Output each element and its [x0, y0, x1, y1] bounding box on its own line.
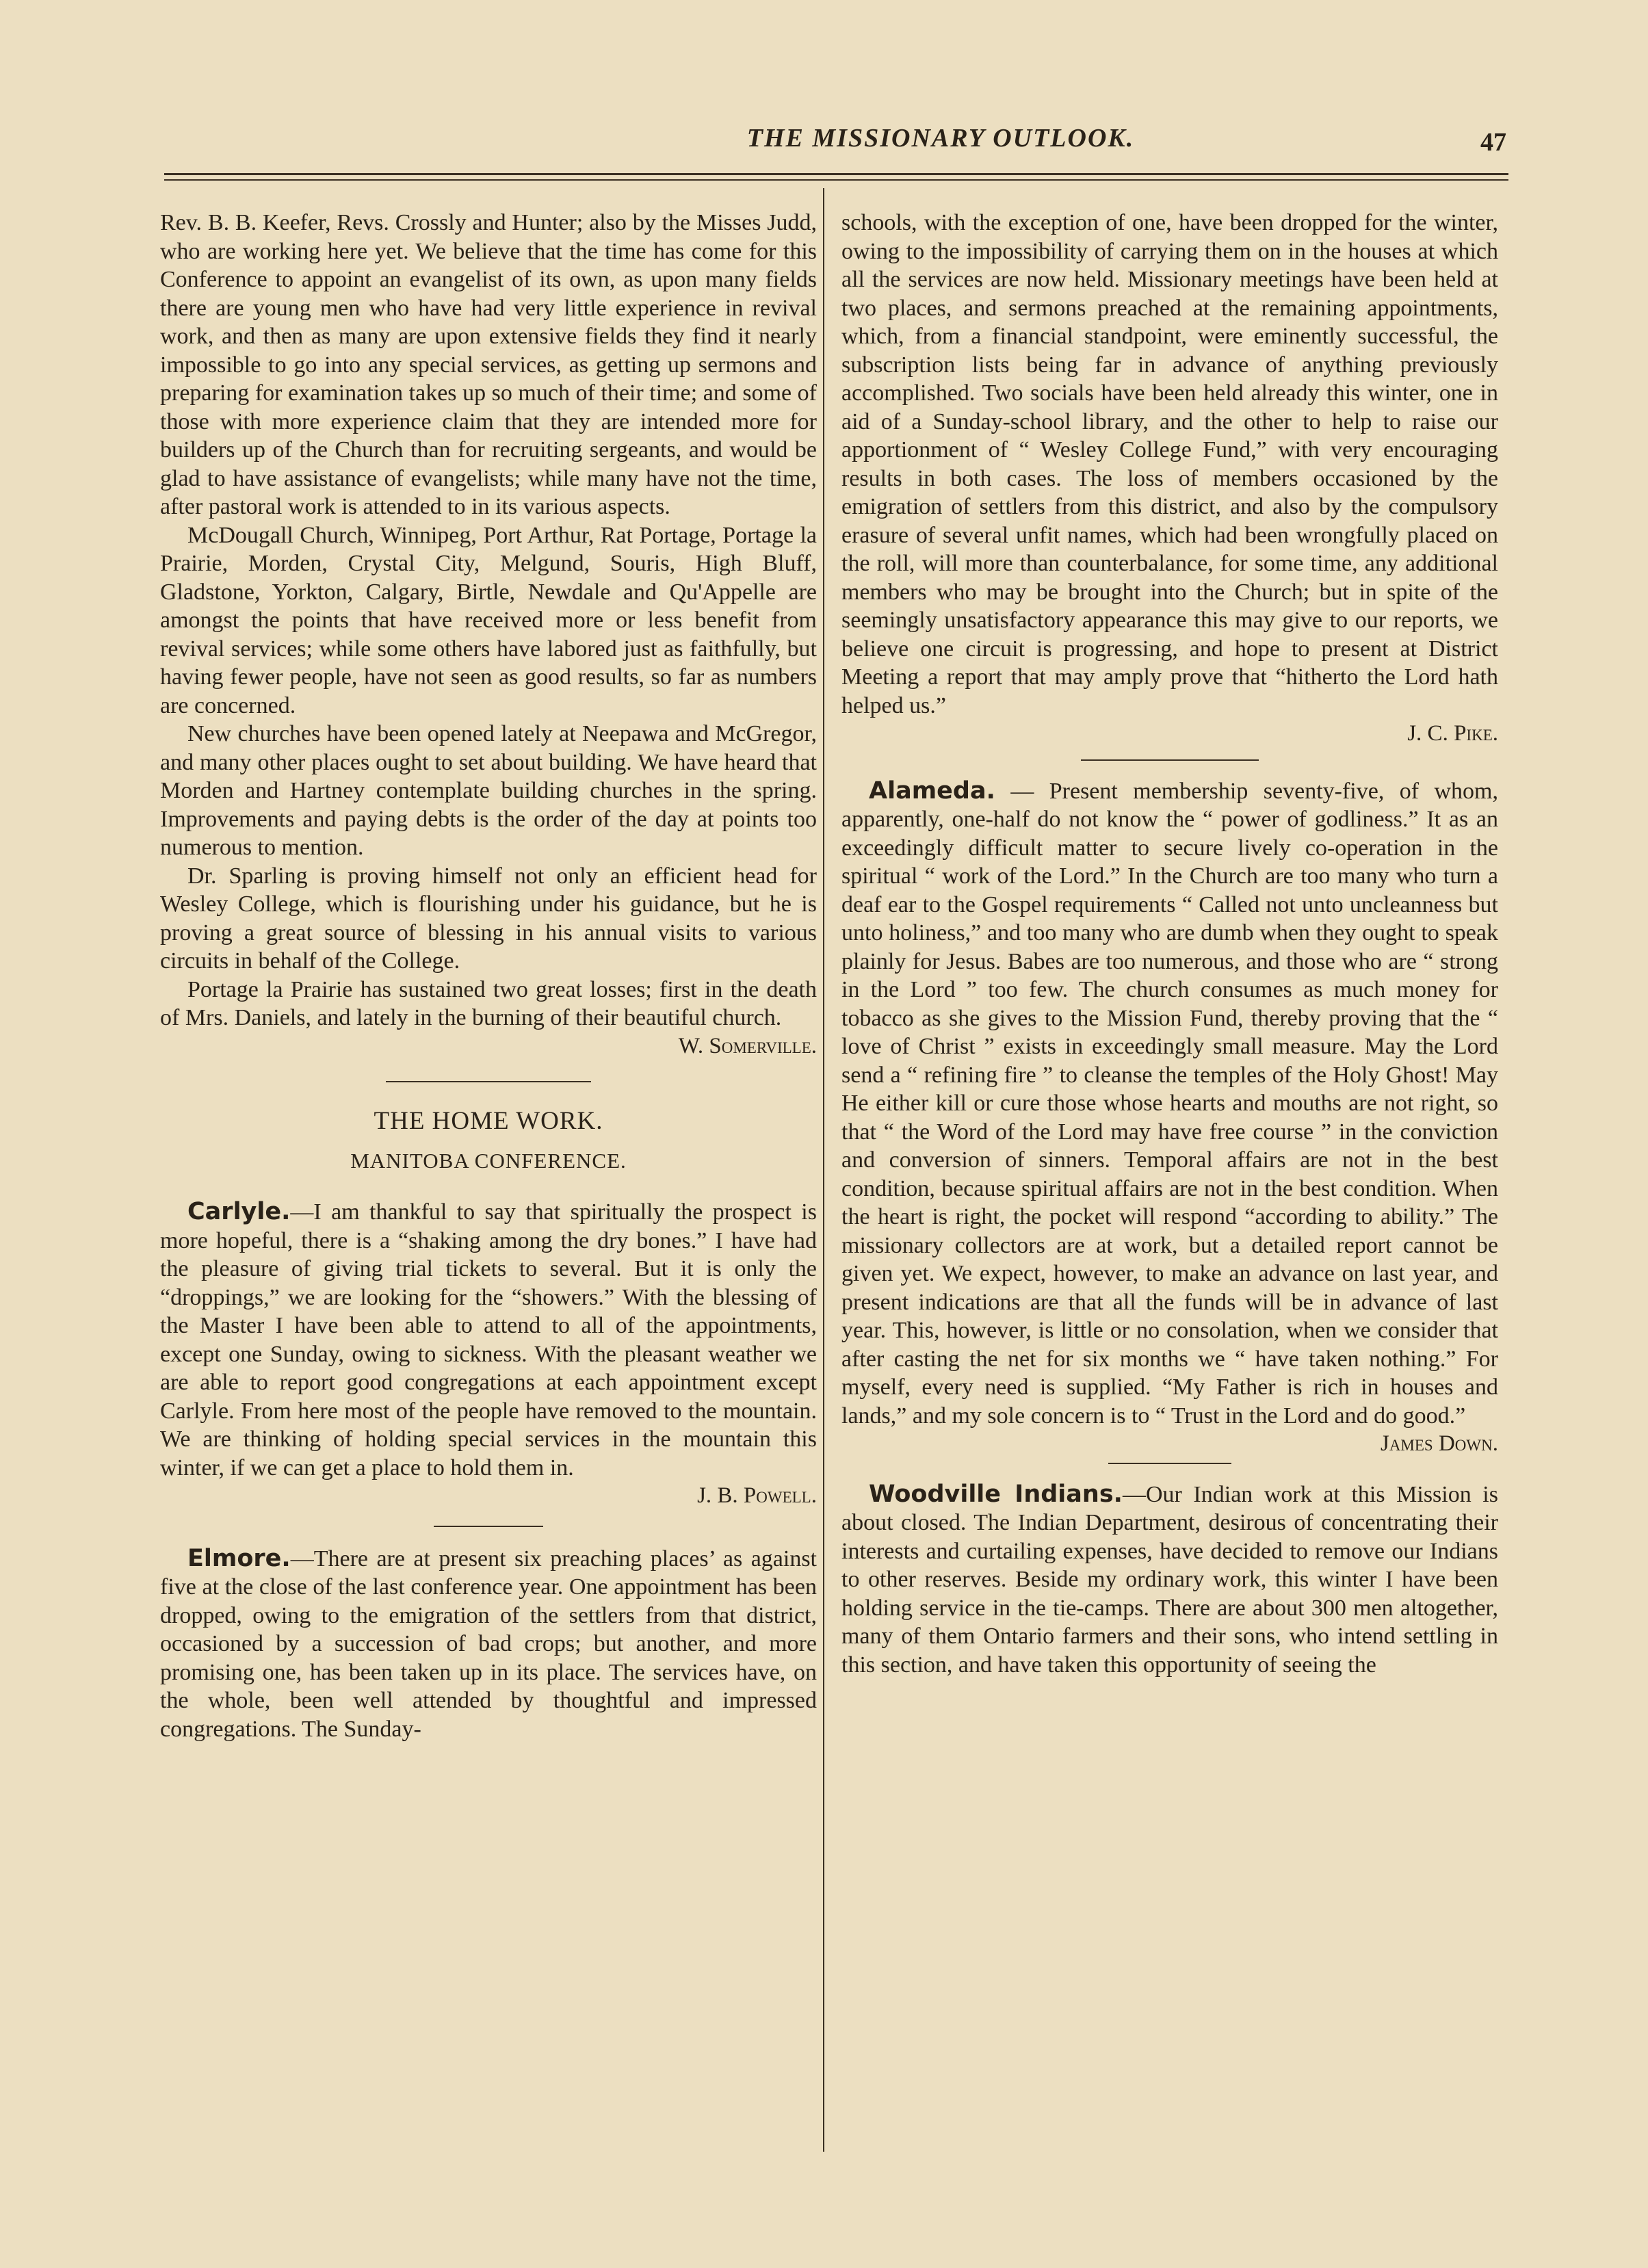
- intro-paragraph-5: Portage la Prairie has sustained two great losses; first in the death of Mrs. Daniels, and lately in the burning of their beautiful church.: [160, 976, 817, 1030]
- intro-paragraph-4: Dr. Sparling is proving himself not only an efficient head for Wesley College, which is flourishing under his guidance, but he is proving a great source of blessing in his annual visits to various circuits in behalf of the College.: [160, 863, 817, 974]
- article-lead-carlyle: Carlyle.: [187, 1198, 291, 1225]
- article-carlyle: [160, 1198, 817, 1482]
- running-title: THE MISSIONARY OUTLOOK.: [746, 124, 1135, 153]
- article-woodville: [841, 1481, 1498, 1680]
- section-subtitle: MANITOBA CONFERENCE.: [350, 1148, 627, 1173]
- elmore-continued: schools, with the exception of one, have been dropped for the winter, owing to the impossibility of carrying them on in the houses at which all the services are now held. Missionary meetings have been held at two places, and sermons preached at the remaining appointments, which, from a financial standpoint, were eminently successful, the subscription lists being far in advance of anything previously accomplished. Two socials have been held already this winter, one in aid of a Sunday-school library, and the other to help to raise our apportionment of “ Wesley College Fund,” with very encouraging results in both cases. The loss of members occasioned by the emigration of settlers from this district, and also by the compulsory erasure of several unfit names, which had been wrongfully placed on the roll, will more than counterbalance, for some time, any additional members who may be brought into the Church; but in spite of the seemingly unsatisfactory appearance this may give to our reports, we believe one circuit is progressing, and hope to present at District Meeting a report that may amply prove that “hitherto the Lord hath helped us.”: [841, 210, 1498, 718]
- signature-alameda: James Down.: [1380, 1431, 1498, 1456]
- article-separator: [1108, 1463, 1231, 1464]
- page-number: 47: [1480, 128, 1506, 157]
- header-rule: [164, 173, 1508, 175]
- article-text-carlyle: —I am thankful to say that spiritually the prospect is more hopeful, there is a “shaking among the dry bones.” I have had the pleasure of giving trial tickets to several. But it is only the “droppings,” we are looking for the “showers.” With the blessing of the Master I have been able to attend to all of the appointments, except one Sunday, owing to sickness. With the pleasant weather we are able to report good congregations at each appointment except Carlyle. From here most of the people have removed to the mountain. We are thinking of holding special services in the mountain this winter, if we can get a place to hold them in.: [160, 1199, 817, 1481]
- article-alameda: [841, 777, 1498, 1431]
- intro-paragraph-2: McDougall Church, Winnipeg, Port Arthur, Rat Portage, Portage la Prairie, Morden, Crystal City, Melgund, Souris, High Bluff, Gladstone, Yorkton, Calgary, Birtle, Newdale and Qu'Appelle are amongst the points that have received more or less benefit from revival services; while some others have labored just as faithfully, but having fewer people, have not seen as good results, so far as numbers are concerned.: [160, 522, 817, 718]
- article-separator: [1081, 759, 1259, 761]
- article-text-elmore: —There are at present six preaching places’ as against five at the close of the last conference year. One appointment has been dropped, owing to the emigration of the settlers from that district, occasioned by a succession of bad crops; but another, and more promising one, has been taken up in its place. The services have, on the whole, been well attended by thoughtful and impressed congregations. The Sunday-: [160, 1546, 817, 1742]
- intro-paragraph-3: New churches have been opened lately at Neepawa and McGregor, and many other places ought to set about building. We have heard that Morden and Hartney contemplate building churches in the spring. Improvements and paying debts is the order of the day at points too numerous to mention.: [160, 721, 817, 860]
- page-header: [137, 123, 1512, 171]
- signature-carlyle: J. B. Powell.: [697, 1483, 817, 1508]
- section-title: THE HOME WORK.: [374, 1107, 603, 1135]
- article-lead-woodville: Woodville Indians.: [869, 1480, 1123, 1508]
- left-column: [160, 209, 817, 1743]
- article-lead-alameda: Alameda.: [869, 777, 995, 805]
- header-rule-thin: [164, 179, 1508, 181]
- intro-paragraph-1: Rev. B. B. Keefer, Revs. Crossly and Hunter; also by the Misses Judd, who are working here yet. We believe that the time has come for this Conference to appoint an evangelist of its own, as upon many fields there are young men who have had very little experience in revival work, and then as many are upon extensive fields they find it nearly impossible to go into any special services, as getting up sermons and preparing for examination takes up so much of their time; and some of those with more experience claim that they are intended more for builders up of the Church than for recruiting sergeants, and would be glad to have assistance of evangelists; while many have not the time, after pastoral work is attended to in its various aspects.: [160, 210, 817, 519]
- article-text-woodville: —Our Indian work at this Mission is about closed. The Indian Department, desirous of concentrating their interests and curtailing expenses, have decided to remove our Indians to other reserves. Beside my ordinary work, this winter I have been holding service in the tie-camps. There are about 300 men altogether, many of them Ontario farmers and their sons, who intend settling in this section, and have taken this opportunity of seeing the: [841, 1481, 1498, 1678]
- column-divider: [823, 188, 824, 2152]
- article-separator: [434, 1526, 543, 1527]
- article-lead-elmore: Elmore.: [187, 1544, 291, 1572]
- intro-signature: W. Somerville.: [678, 1033, 817, 1058]
- signature-elmore: J. C. Pike.: [1407, 721, 1498, 746]
- right-column: [841, 209, 1498, 1679]
- section-separator: [386, 1081, 591, 1082]
- article-text-alameda: — Present membership seventy-five, of whom, apparently, one-half do not know the “ power of godliness.” It as an exceedingly difficult matter to secure lively co-operation in the spiritual “ work of the Lord.” In the Church are too many who turn a deaf ear to the Gospel requirements “ Called not unto uncleanness but unto holiness,” and too many who are dumb when they ought to speak plainly for Jesus. Babes are too numerous, and those who are “ strong in the Lord ” too few. The church consumes as much money for tobacco as she gives to the Mission Fund, thereby proving that the “ love of Christ ” exists in exceedingly small measure. May the Lord send a “ refining fire ” to cleanse the temples of the Holy Ghost! May He either kill or cure those whose hearts and mouths are not right, so that “ the Word of the Lord may have free course ” in the conviction and conversion of sinners. Temporal affairs are not in the best condition, because spiritual affairs are not in the best condition. When the heart is right, the pocket will respond “according to ability.” The missionary collectors are at work, but a detailed report cannot be given yet. We expect, however, to make an advance on last year, and present indications are that all the funds will be in advance of last year. This, however, is little or no consolation, when we consider that after casting the net for six months we “ have taken nothing.” For myself, every need is supplied. “My Father is rich in houses and lands,” and my sole concern is to “ Trust in the Lord and do good.”: [841, 778, 1498, 1429]
- article-elmore: [160, 1545, 817, 1744]
